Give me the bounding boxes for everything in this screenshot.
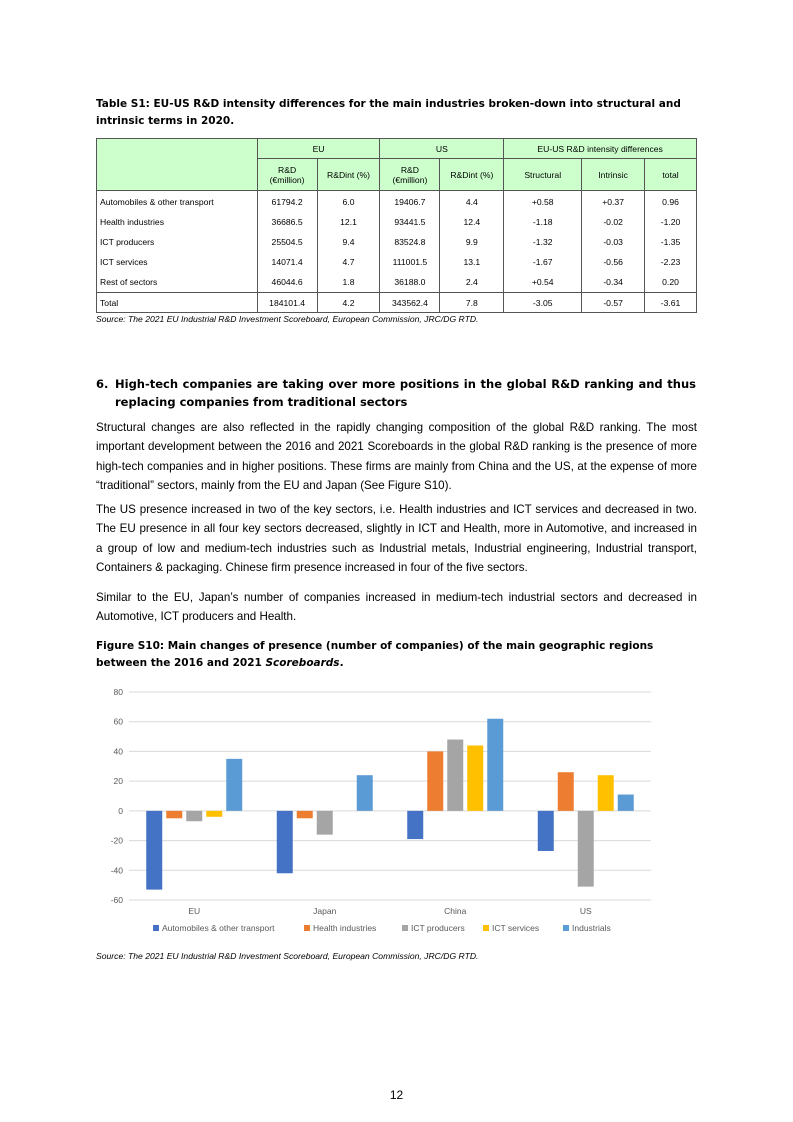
cell: 36188.0 bbox=[380, 272, 440, 293]
y-tick-label: 40 bbox=[113, 746, 123, 757]
cell: 6.0 bbox=[317, 191, 380, 213]
col-eu-rd: R&D (€million) bbox=[257, 159, 317, 191]
bar bbox=[558, 772, 574, 811]
paragraph: Structural changes are also reflected in the rapidly changing composition of the global R&D ranking. The most important development between the 2016 and 2021 Scoreboards in the global R&D ranking is the presence of more high-tech companies and in higher positions. These firms are mainly from China and the US, at the expense of more “traditional” sectors, mainly from the EU and Japan (See Figure S10). bbox=[96, 421, 697, 493]
cell: 9.9 bbox=[440, 232, 504, 253]
cell: 4.4 bbox=[440, 191, 504, 213]
table-header-blank bbox=[97, 139, 258, 191]
row-label: Total bbox=[97, 293, 258, 313]
cell: -3.05 bbox=[504, 293, 582, 313]
legend-swatch bbox=[402, 925, 408, 931]
cell: 184101.4 bbox=[257, 293, 317, 313]
bar-chart bbox=[96, 682, 661, 944]
cell: 93441.5 bbox=[380, 213, 440, 232]
legend-swatch bbox=[153, 925, 159, 931]
table-total-row bbox=[97, 293, 697, 313]
row-label: Rest of sectors bbox=[97, 272, 258, 293]
row-label: Health industries bbox=[97, 213, 258, 232]
cell: -1.18 bbox=[504, 213, 582, 232]
y-tick-label: 0 bbox=[118, 805, 123, 816]
y-tick-label: 20 bbox=[113, 776, 123, 787]
legend-label: Health industries bbox=[313, 923, 377, 933]
bar bbox=[427, 751, 443, 810]
cell: 12.1 bbox=[317, 213, 380, 232]
figure-caption bbox=[96, 638, 697, 672]
table-row bbox=[97, 191, 697, 213]
bar bbox=[166, 811, 182, 818]
cell: 14071.4 bbox=[257, 253, 317, 272]
col-total: total bbox=[645, 159, 697, 191]
bar bbox=[618, 795, 634, 811]
bar bbox=[357, 775, 373, 811]
legend-label: ICT producers bbox=[411, 923, 465, 933]
cell: 7.8 bbox=[440, 293, 504, 313]
legend-swatch bbox=[304, 925, 310, 931]
cell: 9.4 bbox=[317, 232, 380, 253]
table-row bbox=[97, 272, 697, 293]
cell: -0.56 bbox=[582, 253, 645, 272]
col-eu-rdint: R&Dint (%) bbox=[317, 159, 380, 191]
cell: 83524.8 bbox=[380, 232, 440, 253]
cell: -1.20 bbox=[645, 213, 697, 232]
legend-label: ICT services bbox=[492, 923, 540, 933]
y-tick-label: -40 bbox=[110, 865, 123, 876]
bar bbox=[578, 811, 594, 887]
cell: 12.4 bbox=[440, 213, 504, 232]
cell: 0.20 bbox=[645, 272, 697, 293]
cell: -0.02 bbox=[582, 213, 645, 232]
bar bbox=[407, 811, 423, 839]
figure-caption-em: Scoreboards bbox=[265, 657, 340, 669]
table-header-us: US bbox=[380, 139, 504, 159]
table-s1 bbox=[96, 138, 697, 313]
cell: 61794.2 bbox=[257, 191, 317, 213]
cell: +0.58 bbox=[504, 191, 582, 213]
col-intrinsic: Intrinsic bbox=[582, 159, 645, 191]
paragraph: The US presence increased in two of the key sectors, i.e. Health industries and ICT services and decreased in two. The EU presence in all four key sectors decreased, slightly in ICT and Health, more in Automotive, and increased in a group of low and medium-tech industries such as Industrial metals, Industrial engineering, Industrial transport, Containers & packaging. Chinese firm presence increased in four of the five sectors. bbox=[96, 503, 697, 575]
cell: -0.03 bbox=[582, 232, 645, 253]
cell: -1.67 bbox=[504, 253, 582, 272]
col-us-rdint: R&Dint (%) bbox=[440, 159, 504, 191]
cell: 111001.5 bbox=[380, 253, 440, 272]
bar bbox=[317, 811, 333, 835]
cell: -3.61 bbox=[645, 293, 697, 313]
figure-source: Source: The 2021 EU Industrial R&D Investment Scoreboard, European Commission, JRC/DG RTD. bbox=[96, 951, 479, 961]
table-source: Source: The 2021 EU Industrial R&D Investment Scoreboard, European Commission, JRC/DG RTD. bbox=[96, 314, 479, 324]
col-us-rd: R&D (€million) bbox=[380, 159, 440, 191]
cell: +0.37 bbox=[582, 191, 645, 213]
x-tick-label: China bbox=[444, 906, 467, 916]
bar bbox=[467, 745, 483, 810]
y-tick-label: 60 bbox=[113, 716, 123, 727]
cell: -0.34 bbox=[582, 272, 645, 293]
table-header-eu: EU bbox=[257, 139, 380, 159]
paragraph: Similar to the EU, Japan’s number of companies increased in medium-tech industrial sectors and decreased in Automotive, ICT producers and Health. bbox=[96, 591, 697, 624]
cell: 343562.4 bbox=[380, 293, 440, 313]
table-header-diff: EU-US R&D intensity differences bbox=[504, 139, 697, 159]
section-heading bbox=[96, 375, 696, 411]
cell: -1.35 bbox=[645, 232, 697, 253]
x-tick-label: US bbox=[579, 906, 592, 916]
figure-caption-text: Figure S10: Main changes of presence (number of companies) of the main geographic regions between the 2016 and 2021 bbox=[96, 640, 654, 669]
cell: 46044.6 bbox=[257, 272, 317, 293]
section-number: 6. bbox=[96, 377, 109, 391]
bar bbox=[487, 719, 503, 811]
bar bbox=[538, 811, 554, 851]
page-number: 12 bbox=[389, 1088, 404, 1102]
cell: 1.8 bbox=[317, 272, 380, 293]
legend-label: Automobiles & other transport bbox=[162, 923, 275, 933]
x-tick-label: EU bbox=[188, 906, 201, 916]
cell: 2.4 bbox=[440, 272, 504, 293]
x-tick-label: Japan bbox=[313, 906, 337, 916]
cell: 0.96 bbox=[645, 191, 697, 213]
legend-swatch bbox=[563, 925, 569, 931]
legend-label: Industrials bbox=[572, 923, 611, 933]
table-row bbox=[97, 253, 697, 272]
cell: -0.57 bbox=[582, 293, 645, 313]
figure-caption-suffix: . bbox=[339, 657, 344, 669]
y-tick-label: -20 bbox=[110, 835, 123, 846]
bar bbox=[277, 811, 293, 873]
table-row bbox=[97, 232, 697, 253]
bar bbox=[598, 775, 614, 811]
table-row bbox=[97, 213, 697, 232]
y-tick-label: 80 bbox=[113, 687, 123, 697]
row-label: Automobiles & other transport bbox=[97, 191, 258, 213]
bar bbox=[447, 740, 463, 811]
bar bbox=[206, 811, 222, 817]
cell: 25504.5 bbox=[257, 232, 317, 253]
cell: +0.54 bbox=[504, 272, 582, 293]
cell: 13.1 bbox=[440, 253, 504, 272]
col-structural: Structural bbox=[504, 159, 582, 191]
row-label: ICT producers bbox=[97, 232, 258, 253]
section-title: High-tech companies are taking over more positions in the global R&D ranking and thus replacing companies from traditional sectors bbox=[115, 377, 696, 409]
cell: 19406.7 bbox=[380, 191, 440, 213]
cell: 4.7 bbox=[317, 253, 380, 272]
table-caption: Table S1: EU-US R&D intensity differences for the main industries broken-down into structural and intrinsic terms in 2020. bbox=[96, 98, 681, 127]
y-tick-label: -60 bbox=[110, 895, 123, 905]
cell: 36686.5 bbox=[257, 213, 317, 232]
legend-swatch bbox=[483, 925, 489, 931]
bar bbox=[186, 811, 202, 821]
bar bbox=[226, 759, 242, 811]
cell: -2.23 bbox=[645, 253, 697, 272]
cell: 4.2 bbox=[317, 293, 380, 313]
bar bbox=[146, 811, 162, 890]
row-label: ICT services bbox=[97, 253, 258, 272]
cell: -1.32 bbox=[504, 232, 582, 253]
bar bbox=[297, 811, 313, 818]
